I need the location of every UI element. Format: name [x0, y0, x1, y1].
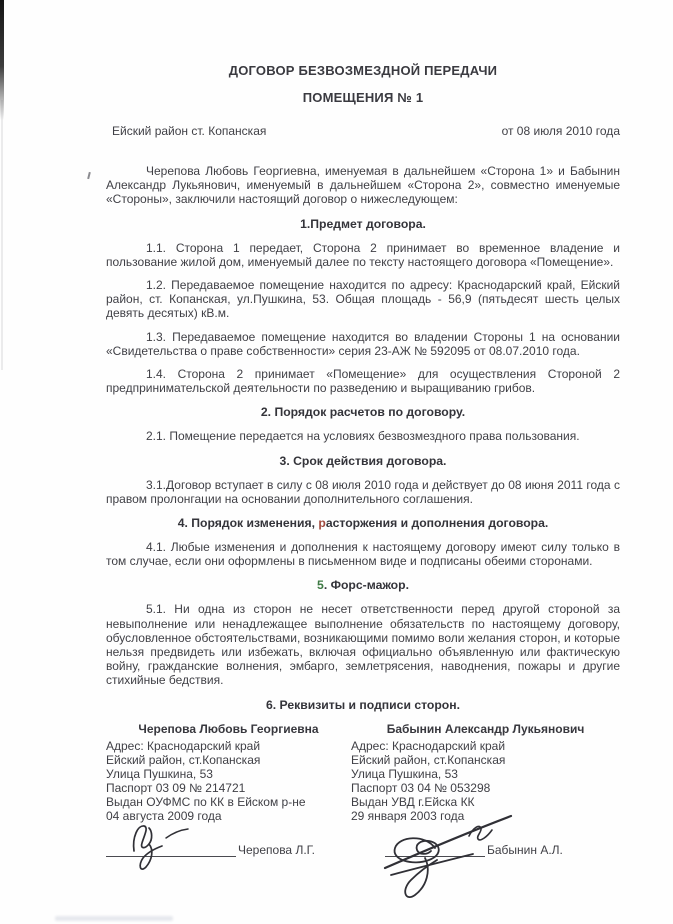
clause-5-1: 5.1. Ни одна из сторон не несет ответственности перед другой стороной за невыполнение или ненадлежащее выполнение обязательств по настоящему договору, обусловленное обстоятельствами, возникающими помимо воли желания сторон, и которые нельзя предвидеть или избежать, включая официально объявленную или фактическую войну, гражданские волнения, эмбарго, землетрясения, наводнения, пожары и другие стихийные бедствия. [106, 602, 620, 688]
clause-4-1: 4.1. Любые изменения и дополнения к настоящему договору имеют силу только в том случае, если они оформлены в письменном виде и подписаны обеими сторонами. [106, 540, 620, 569]
section-5-heading-accent: 5 [317, 578, 324, 593]
party-right [351, 722, 620, 823]
section-2-heading: 2. Порядок расчетов по договору. [260, 405, 466, 420]
scan-edge-artifact-faint [1, 100, 3, 370]
signature-label-right: Бабынин А.Л. [487, 842, 563, 857]
party-right-passport-line: Паспорт 03 04 № 053298 [351, 780, 491, 795]
party-left-issue-date-line: 04 августа 2009 года [106, 808, 222, 823]
section-1-heading: 1.Предмет договора. [300, 216, 426, 231]
party-left-address-line: Ейский район, ст.Копанская [106, 752, 261, 767]
signature-row [106, 843, 620, 857]
clause-1-3: 1.3. Передаваемое помещение находится во владении Стороны 1 на основании «Свидетельства о праве собственности» серия 23-АЖ № 592095 от 08.07.2010 года. [106, 329, 620, 358]
clause-1-4: 1.4. Сторона 2 принимает «Помещение» для осуществления Стороной 2 предпринимательской деятельности по разведению и выращиванию грибов. [106, 367, 620, 396]
clause-3-1: 3.1.Договор вступает в силу с 08 июля 2010 года и действует до 08 июня 2011 года с правом пролонгации на основании дополнительного соглашения. [106, 477, 620, 506]
party-right-name: Бабынин Александр Лукьянович [386, 721, 585, 736]
document-title-line1: ДОГОВОР БЕЗВОЗМЕЗДНОЙ ПЕРЕДАЧИ [228, 63, 498, 78]
place-label: Ейский район ст. Копанская [112, 124, 267, 138]
clause-1-1: 1.1. Сторона 1 передает, Сторона 2 принимает во временное владение и пользование жилой дом, именуемый далее по тексту настоящего договора «Помещение». [106, 240, 620, 269]
section-4-heading-accent: р [318, 516, 326, 531]
section-5-heading-post: . Форс-мажор. [323, 578, 409, 593]
clause-1-2: 1.2. Передаваемое помещение находится по адресу: Краснодарский край, Ейский район, ст. Копанская, ул.Пушкина, 53. Общая площадь - 56,9 (пятьдесят шесть целых девять десятых) кВ.м. [106, 278, 620, 321]
signature-cell-left [106, 843, 351, 857]
party-left-address-line: Улица Пушкина, 53 [106, 766, 213, 781]
scan-smudge [55, 916, 173, 921]
date-label: от 08 июля 2010 года [501, 124, 620, 138]
party-left-address-line: Адрес: Краснодарский край [106, 738, 261, 753]
section-6-heading: 6. Реквизиты и подписи сторон. [266, 697, 460, 712]
party-right-issue-date-line: 29 января 2003 года [351, 808, 465, 823]
party-right-address-line: Ейский район, ст.Копанская [351, 752, 506, 767]
signature-line-left [106, 844, 236, 857]
section-3-heading: 3. Срок действия договора. [279, 453, 447, 468]
signature-babynin [377, 812, 527, 907]
party-right-address-line: Улица Пушкина, 53 [351, 766, 458, 781]
party-left-issuer-line: Выдан ОУФМС по КК в Ейском р-не [106, 794, 306, 809]
party-right-address-line: Адрес: Краснодарский край [351, 738, 506, 753]
party-left-passport-line: Паспорт 03 09 № 214721 [106, 780, 246, 795]
document-content [106, 0, 620, 857]
margin-tick-mark [87, 172, 90, 179]
document-title-line2: ПОМЕЩЕНИЯ № 1 [302, 90, 424, 105]
parties-block [106, 722, 620, 823]
place-date-row [106, 124, 620, 138]
party-right-issuer-line: Выдан УВД г.Ейска КК [351, 794, 475, 809]
section-5-heading [106, 578, 620, 592]
signature-cell-right [351, 843, 620, 857]
section-4-heading-pre: 4. Порядок изменения, [177, 516, 319, 531]
signature-label-left: Черепова Л.Г. [238, 842, 316, 857]
party-left-name: Черепова Любовь Георгиевна [138, 721, 319, 736]
section-4-heading-post: асторжения и дополнения договора. [325, 516, 549, 531]
clause-2-1: 2.1. Помещение передается на условиях безвозмездного права пользования. [146, 429, 580, 444]
intro-paragraph: Черепова Любовь Георгиевна, именуемая в дальнейшем «Сторона 1» и Бабынин Александр Лукьянович, именуемый в дальнейшем «Сторона 2», совместно именуемые «Стороны», заключили настоящий договор о нижеследующем: [106, 164, 620, 207]
section-4-heading [106, 516, 620, 530]
party-left [106, 722, 351, 823]
signature-line-right [385, 844, 485, 857]
